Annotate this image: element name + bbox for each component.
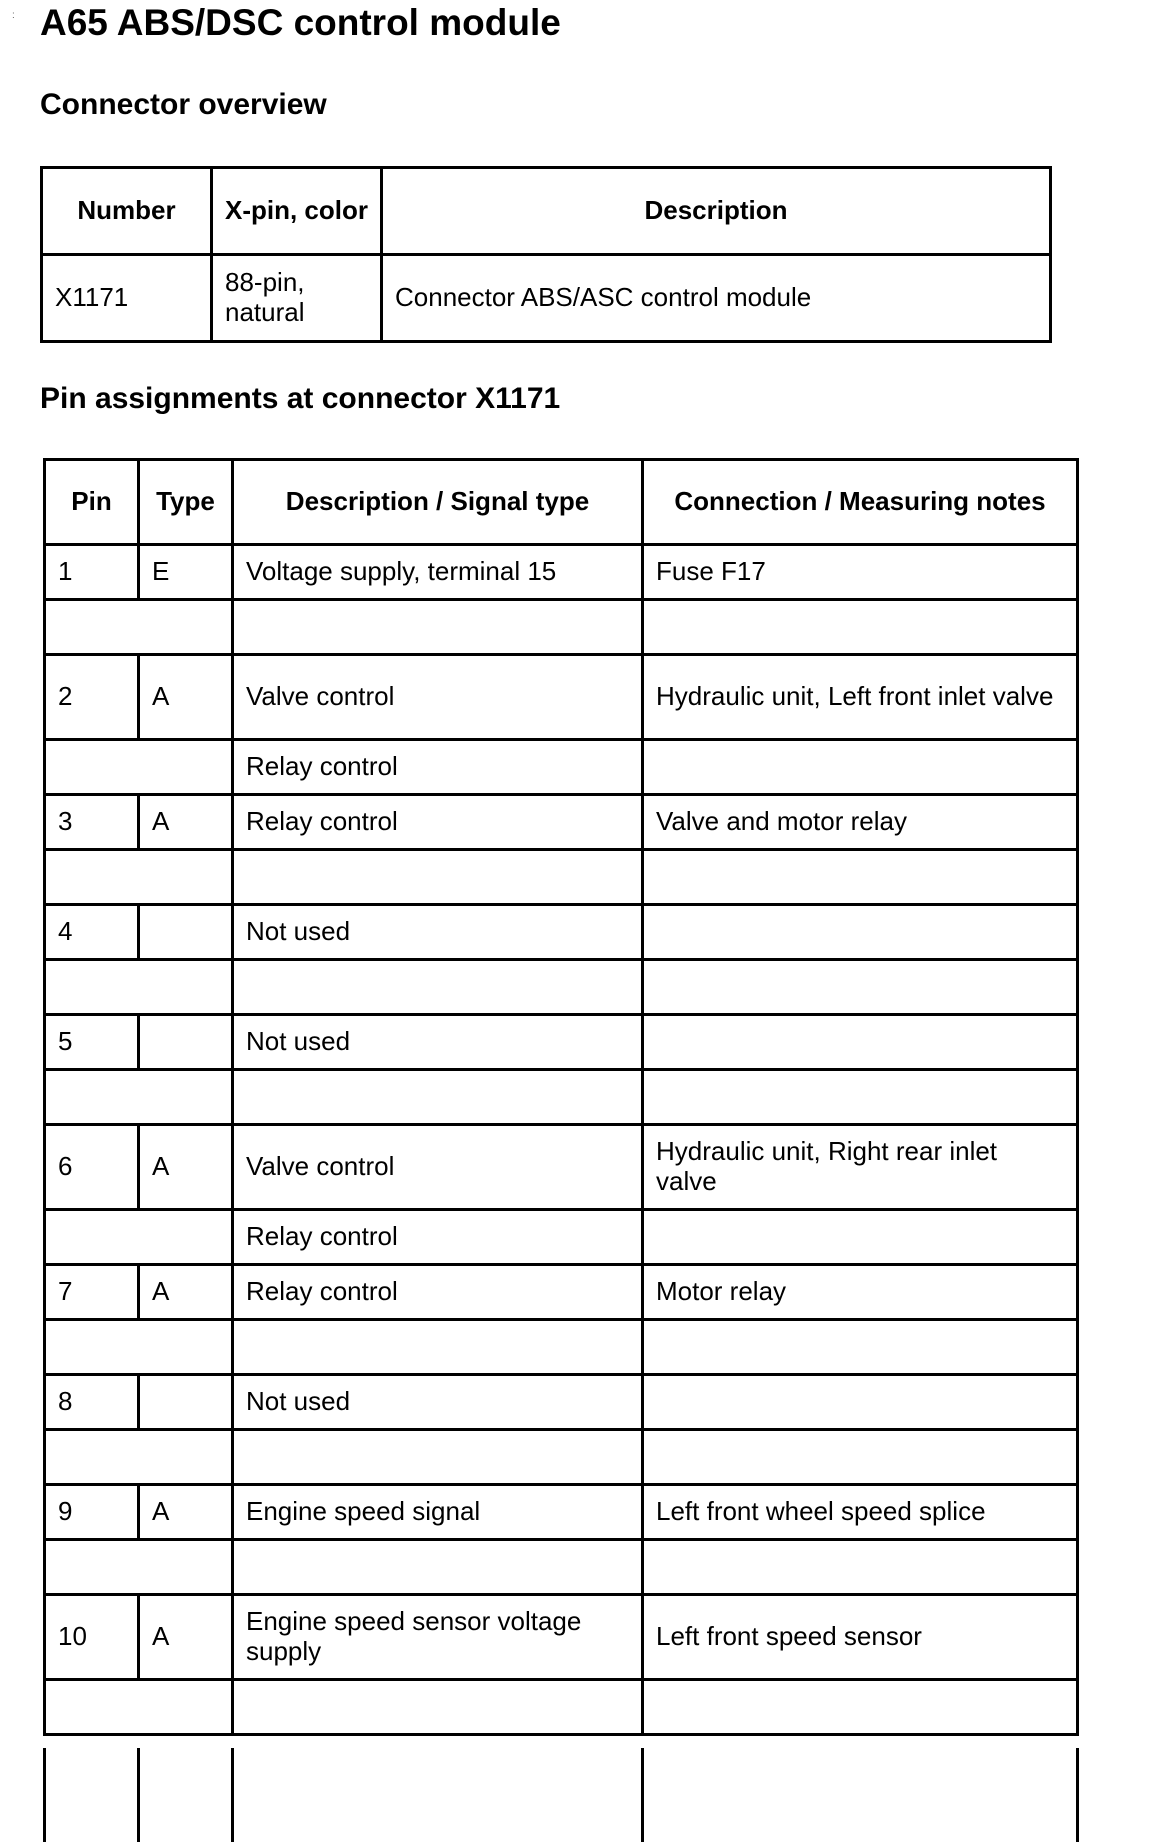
column-header: Connection / Measuring notes xyxy=(643,460,1078,545)
table-subrow xyxy=(45,1540,1078,1595)
table-row xyxy=(45,1265,1078,1320)
pin-description: Not used xyxy=(233,905,643,960)
table-continuation-line xyxy=(641,1748,644,1842)
pin-sub-description xyxy=(233,1540,643,1595)
empty-cell xyxy=(45,1540,233,1595)
pin-type: A xyxy=(139,1125,233,1210)
empty-cell xyxy=(643,1070,1078,1125)
column-header: Pin xyxy=(45,460,139,545)
table-row xyxy=(42,255,1051,342)
column-header: X-pin, color xyxy=(212,168,382,255)
empty-cell xyxy=(45,960,233,1015)
table-subrow xyxy=(45,850,1078,905)
empty-cell xyxy=(643,960,1078,1015)
pin-number: 9 xyxy=(45,1485,139,1540)
pin-type: E xyxy=(139,545,233,600)
pin-notes: Valve and motor relay xyxy=(643,795,1078,850)
empty-cell xyxy=(45,1070,233,1125)
pin-notes: Left front wheel speed splice xyxy=(643,1485,1078,1540)
pin-sub-description: Relay control xyxy=(233,1210,643,1265)
pin-description: Relay control xyxy=(233,1265,643,1320)
table-subrow xyxy=(45,1320,1078,1375)
pin-notes: Left front speed sensor xyxy=(643,1595,1078,1680)
table-subrow xyxy=(45,740,1078,795)
table-row xyxy=(45,1595,1078,1680)
table-row xyxy=(45,795,1078,850)
pin-notes: Hydraulic unit, Right rear inlet valve xyxy=(643,1125,1078,1210)
page-title: A65 ABS/DSC control module xyxy=(40,2,561,43)
pin-number: 8 xyxy=(45,1375,139,1430)
column-header: Type xyxy=(139,460,233,545)
empty-cell xyxy=(643,1540,1078,1595)
empty-cell xyxy=(45,1680,233,1735)
pin-sub-description xyxy=(233,1680,643,1735)
empty-cell xyxy=(45,1210,233,1265)
pin-type: A xyxy=(139,1485,233,1540)
table-header-row xyxy=(42,168,1051,255)
connector-overview-heading: Connector overview xyxy=(40,88,327,121)
pin-number: 10 xyxy=(45,1595,139,1680)
table-subrow xyxy=(45,1070,1078,1125)
pin-type xyxy=(139,1375,233,1430)
column-header: Description xyxy=(382,168,1051,255)
empty-cell xyxy=(643,600,1078,655)
table-row xyxy=(45,655,1078,740)
pin-description: Voltage supply, terminal 15 xyxy=(233,545,643,600)
table-continuation-line xyxy=(43,1748,46,1842)
pin-type xyxy=(139,1015,233,1070)
table-continuation-line xyxy=(231,1748,234,1842)
table-row xyxy=(45,545,1078,600)
table-continuation-line xyxy=(137,1748,140,1842)
pin-number: 5 xyxy=(45,1015,139,1070)
pin-number: 1 xyxy=(45,545,139,600)
connector-number: X1171 xyxy=(42,255,212,342)
pin-assignments-heading: Pin assignments at connector X1171 xyxy=(40,382,561,415)
empty-cell xyxy=(643,1430,1078,1485)
pin-sub-description xyxy=(233,1070,643,1125)
connector-overview-table xyxy=(40,166,1052,343)
pin-assignments-table xyxy=(43,458,1079,1736)
pin-notes xyxy=(643,1375,1078,1430)
empty-cell xyxy=(45,1320,233,1375)
pin-description: Not used xyxy=(233,1375,643,1430)
pin-number: 6 xyxy=(45,1125,139,1210)
pin-description: Valve control xyxy=(233,1125,643,1210)
pin-sub-description xyxy=(233,1320,643,1375)
table-continuation-line xyxy=(1076,1748,1079,1842)
table-subrow xyxy=(45,1680,1078,1735)
empty-cell xyxy=(643,740,1078,795)
pin-notes: Hydraulic unit, Left front inlet valve xyxy=(643,655,1078,740)
pin-type: A xyxy=(139,655,233,740)
pin-notes: Fuse F17 xyxy=(643,545,1078,600)
pin-number: 4 xyxy=(45,905,139,960)
pin-description: Relay control xyxy=(233,795,643,850)
pin-notes: Motor relay xyxy=(643,1265,1078,1320)
connector-description: Connector ABS/ASC control module xyxy=(382,255,1051,342)
pin-type xyxy=(139,905,233,960)
table-subrow xyxy=(45,1430,1078,1485)
stray-mark: : xyxy=(12,10,15,21)
pin-sub-description: Relay control xyxy=(233,740,643,795)
empty-cell xyxy=(45,1430,233,1485)
table-subrow xyxy=(45,600,1078,655)
pin-description: Engine speed signal xyxy=(233,1485,643,1540)
pin-type: A xyxy=(139,1595,233,1680)
pin-sub-description xyxy=(233,850,643,905)
pin-number: 3 xyxy=(45,795,139,850)
pin-number: 2 xyxy=(45,655,139,740)
pin-sub-description xyxy=(233,960,643,1015)
pin-notes xyxy=(643,1015,1078,1070)
table-subrow xyxy=(45,1210,1078,1265)
empty-cell xyxy=(643,850,1078,905)
table-row xyxy=(45,905,1078,960)
pin-type: A xyxy=(139,1265,233,1320)
empty-cell xyxy=(45,850,233,905)
pin-description: Not used xyxy=(233,1015,643,1070)
pin-type: A xyxy=(139,795,233,850)
column-header: Number xyxy=(42,168,212,255)
pin-sub-description xyxy=(233,600,643,655)
connector-xpin: 88-pin, natural xyxy=(212,255,382,342)
empty-cell xyxy=(45,600,233,655)
table-row xyxy=(45,1375,1078,1430)
pin-notes xyxy=(643,905,1078,960)
pin-description: Valve control xyxy=(233,655,643,740)
empty-cell xyxy=(643,1680,1078,1735)
column-header: Description / Signal type xyxy=(233,460,643,545)
table-row xyxy=(45,1485,1078,1540)
table-header-row xyxy=(45,460,1078,545)
empty-cell xyxy=(643,1320,1078,1375)
pin-number: 7 xyxy=(45,1265,139,1320)
empty-cell xyxy=(643,1210,1078,1265)
table-subrow xyxy=(45,960,1078,1015)
pin-description: Engine speed sensor voltage supply xyxy=(233,1595,643,1680)
table-row xyxy=(45,1015,1078,1070)
table-row xyxy=(45,1125,1078,1210)
pin-sub-description xyxy=(233,1430,643,1485)
empty-cell xyxy=(45,740,233,795)
